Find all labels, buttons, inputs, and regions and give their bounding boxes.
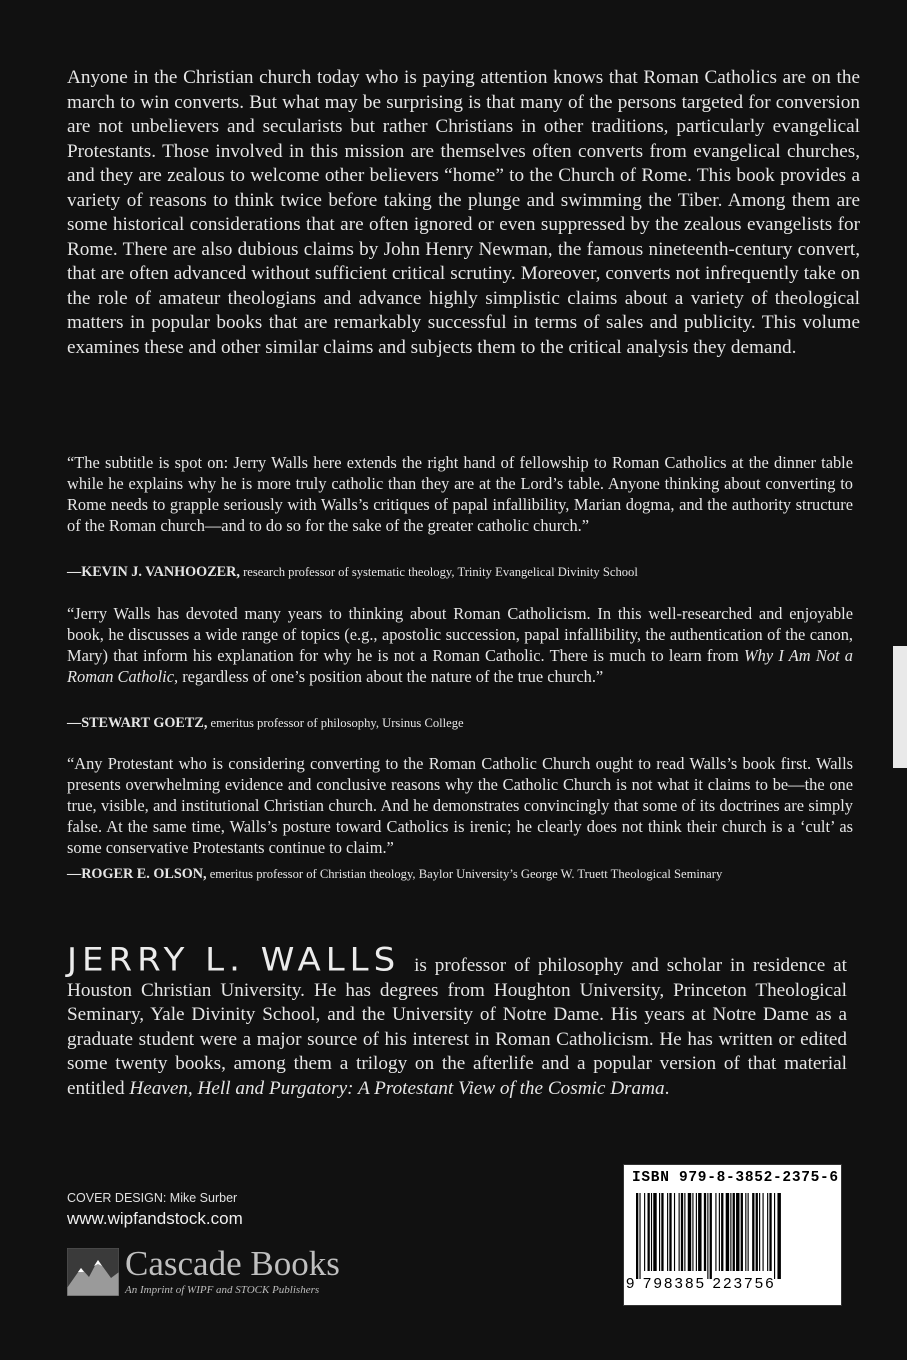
publisher-tagline: An Imprint of WIPF and STOCK Publishers: [125, 1284, 320, 1296]
mountain-icon: [67, 1248, 119, 1296]
barcode-bar: [763, 1193, 764, 1271]
endorsement-quote-2: [67, 603, 853, 687]
barcode-bar: [653, 1193, 656, 1271]
author-name: JERRY L. WALLS: [67, 941, 401, 979]
quote-text: , regardless of one’s position about the nature of the true church.”: [174, 667, 604, 686]
barcode-bar: [769, 1193, 771, 1271]
description-blurb: Anyone in the Christian church today who is paying attention knows that Roman Catholics are on the march to win converts. But what may be surprising is that many of the persons targeted for conversion are not unbelievers and secularists but rather Christians in other traditions, particularly evangelical Protestants. Those involved in this mission are themselves often converts from evangelical churches, and they are zealous to welcome other believers “home” to the Church of Rome. This book provides a variety of reasons to think twice before taking the plunge and swimming the Tiber. Among them are some historical considerations that are often ignored or even suppressed by the zealous evangelists for Rome. There are also dubious claims by John Henry Newman, the famous nineteenth-century convert, that are often advanced without sufficient critical scrutiny. Moreover, converts not infrequently take on the role of amateur theologians and advance highly simplistic claims about a variety of theological matters in popular books that are remarkably successful in terms of sales and publicity. This volume examines these and other similar claims and subjects them to the critical analysis they demand.: [67, 67, 860, 358]
edge-tab: [893, 646, 907, 768]
barcode-bar: [636, 1193, 638, 1279]
barcode-bar: [721, 1193, 723, 1271]
barcode-icon: [636, 1193, 828, 1279]
endorser-name: —ROGER E. OLSON,: [67, 866, 207, 882]
endorsement-attribution-1: [67, 564, 638, 580]
barcode-bar: [688, 1193, 691, 1271]
book-title-italic: Why I Am Not a Roman Catholic: [67, 646, 853, 686]
barcode-bar: [748, 1193, 749, 1271]
barcode-bar: [667, 1193, 668, 1271]
endorser-title: emeritus professor of Christian theology, Baylor University’s George W. Truett Theological Seminary: [206, 867, 723, 881]
barcode-bar: [661, 1193, 663, 1271]
endorsement-attribution-2: [67, 715, 464, 731]
isbn-barcode-box: [623, 1164, 842, 1306]
barcode-bar: [710, 1193, 712, 1279]
barcode-bar: [736, 1193, 739, 1271]
barcode-bar: [692, 1193, 693, 1271]
bio-book-title: Heaven, Hell and Purgatory: A Protestant View of the Cosmic Drama: [129, 1077, 665, 1099]
bio-text: is professor of philosophy and scholar in residence at Houston Christian University. He has degrees from Houghton University, Princeton Theological Seminary, Yale Divinity School, and the University of Notre Dame. His years at Notre Dame as a graduate student were a major source of his interest in Roman Catholicism. He has written or edited some twenty books, among them a trilogy on the afterlife and a popular version of that material entitled: [67, 955, 847, 1099]
barcode-bar: [719, 1193, 720, 1271]
barcode-bar: [767, 1193, 768, 1271]
barcode-bar: [774, 1193, 775, 1279]
cover-design-credit: COVER DESIGN: Mike Surber: [67, 1191, 238, 1205]
barcode-bar: [674, 1193, 675, 1271]
endorsement-quote-3: “Any Protestant who is considering converting to the Roman Catholic Church ought to read Walls’s book first. Walls presents overwhelming evidence and conclusive reasons why the Catholic Church is not what it claims to be—the one true, visible, and institutional Christian church. And he demonstrates convincingly that some of its doctrines are simply false. At the same time, Walls’s posture toward Catholics is irenic; he clearly does not think their church is a ‘cult’ as some conservative Protestants continue to claim.”: [67, 754, 853, 857]
barcode-bar: [715, 1193, 716, 1271]
barcode-bar: [759, 1193, 760, 1271]
barcode-bar: [669, 1193, 671, 1271]
barcode-bar: [644, 1193, 645, 1271]
endorser-name: —KEVIN J. VANHOOZER,: [67, 564, 240, 580]
barcode-bar: [679, 1193, 680, 1271]
barcode-bar: [651, 1193, 652, 1271]
endorsement-attribution-3: [67, 866, 722, 882]
barcode-bar: [707, 1193, 708, 1279]
barcode-bar: [659, 1193, 660, 1271]
endorsement-quote-1: “The subtitle is spot on: Jerry Walls here extends the right hand of fellowship to Roman Catholics at the dinner table while he explains why he is more truly catholic than they are at the Lord’s table. Anyone thinking about converting to Rome needs to grapple seriously with Walls’s critiques of papal infallibility, Marian dogma, and the authority structure of the Roman church—and to do so for the sake of the greater catholic church.”: [67, 453, 853, 535]
barcode-bar: [741, 1193, 743, 1271]
barcode-bar: [756, 1193, 758, 1271]
isbn-label: ISBN 979-8-3852-2375-6: [632, 1170, 839, 1186]
publisher-website: www.wipfandstock.com: [67, 1209, 243, 1228]
barcode-bar: [752, 1193, 754, 1271]
quote-text: “Jerry Walls has devoted many years to thinking about Roman Catholicism. In this well-researched and enjoyable book, he discusses a wide range of topics (e.g., apostolic succession, papal infallibility, the authentication of the canon, Mary) that inform his explanation for why he is not a Roman Catholic. There is much to learn from: [67, 604, 853, 665]
barcode-bar: [730, 1193, 731, 1271]
barcode-bar: [681, 1193, 683, 1271]
endorser-title: research professor of systematic theology, Trinity Evangelical Divinity School: [239, 565, 638, 579]
barcode-bar: [648, 1193, 650, 1271]
barcode-bar: [684, 1193, 685, 1271]
barcode-bar: [777, 1193, 780, 1279]
barcode-bar: [639, 1193, 640, 1279]
bio-text-end: .: [664, 1077, 670, 1099]
barcode-bar: [745, 1193, 746, 1271]
author-bio: [67, 941, 847, 1101]
barcode-bar: [733, 1193, 735, 1271]
barcode-bar: [726, 1193, 729, 1271]
barcode-bar: [704, 1193, 706, 1271]
endorser-title: emeritus professor of philosophy, Ursinus College: [207, 716, 464, 730]
barcode-bar: [698, 1193, 701, 1271]
publisher-name: Cascade Books: [125, 1244, 340, 1283]
endorser-name: —STEWART GOETZ,: [67, 715, 208, 731]
barcode-bar: [696, 1193, 697, 1271]
barcode-digits: 9 798385 223756: [626, 1275, 776, 1292]
publisher-logo: [67, 1245, 387, 1305]
